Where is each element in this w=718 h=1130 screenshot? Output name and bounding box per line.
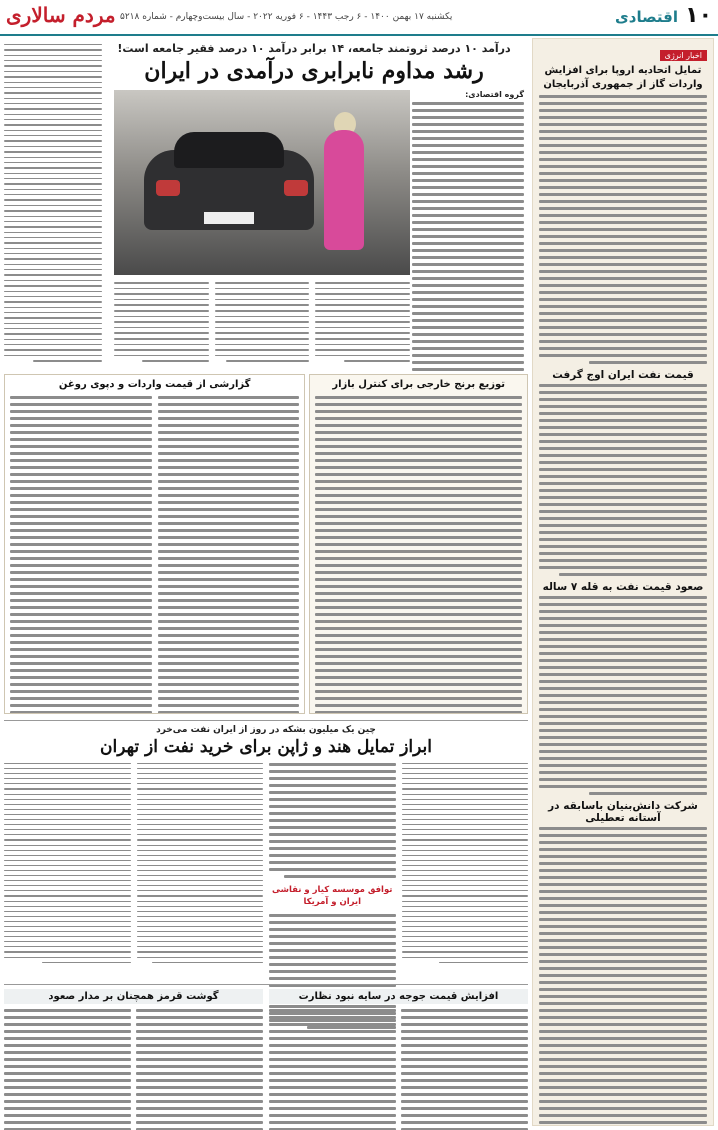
lead-column-right	[412, 90, 524, 360]
story2-headline: ابراز تمایل هند و ژاپن برای خرید نفت از تهران	[99, 737, 432, 757]
sidebar-body-2	[539, 384, 707, 576]
car-plate	[204, 212, 254, 224]
car-taillight-right	[284, 180, 308, 196]
story2-inset	[269, 763, 396, 963]
lead-photo	[114, 90, 410, 275]
lead-column-left	[4, 44, 102, 362]
car-window	[174, 132, 284, 168]
lead-columns-bottom	[114, 282, 410, 362]
rice-box-title: توزیع برنج خارجی برای کنترل بازار	[332, 379, 505, 390]
masthead	[0, 0, 718, 36]
oil-report-title: گزارشی از قیمت واردات و دپوی روغن	[58, 379, 251, 390]
oil-buyers-story	[4, 720, 528, 978]
sidebar-subhead-iran-oil: قیمت نفت ایران اوج گرفت	[552, 369, 694, 381]
sidebar-body-4	[539, 827, 707, 1126]
person-figure	[324, 130, 364, 250]
sidebar-body-1	[539, 95, 707, 364]
car-taillight-left	[156, 180, 180, 196]
red-meat-title: گوشت قرمز همچنان بر مدار صعود	[4, 989, 263, 1004]
chick-price-title: افزایش قیمت جوجه در سایه نبود نظارت	[269, 989, 528, 1004]
sidebar-body-3	[539, 596, 707, 795]
bottom-stories	[4, 984, 528, 1130]
sidebar-headline: تمایل اتحادیه اروپا برای افزایش واردات گاز از جمهوری آذربایجان	[543, 65, 703, 90]
date-line: یکشنبه ۱۷ بهمن ۱۴۰۰ - ۶ رجب ۱۴۴۳ - ۶ فوریه ۲۰۲۲ - سال بیست‌وچهارم - شماره ۵۲۱۸	[120, 12, 453, 22]
lead-story	[4, 38, 528, 368]
sidebar-subhead-oil-peak: صعود قیمت نفت به قله ۷ ساله	[542, 581, 704, 593]
lead-headline: رشد مداوم نابرابری درآمدی در ایران	[144, 58, 484, 84]
sidebar-subhead-knowledge-company: شرکت دانش‌بنیان باسابقه در آستانه تعطیلی	[548, 800, 698, 824]
section-name: اقتصادی	[615, 8, 678, 26]
news-boxes	[4, 374, 528, 714]
story2-inset-title: توافق موسسه کیار و نقاشی ایران و آمریکا	[272, 885, 393, 907]
energy-news-sidebar	[532, 38, 714, 1126]
red-meat-story	[4, 989, 263, 1130]
oil-import-report-box	[4, 374, 305, 714]
page-number: ۱۰	[685, 3, 712, 28]
lead-kicker: درآمد ۱۰ درصد ثروتمند جامعه، ۱۴ برابر درآمد ۱۰ درصد فقیر جامعه است!	[117, 42, 511, 55]
sidebar-kicker: اخبار انرژی	[660, 50, 707, 61]
chick-price-story	[269, 989, 528, 1130]
lead-byline: گروه اقتصادی:	[465, 90, 524, 99]
story2-kicker: چین یک میلیون بشکه در روز از ایران نفت می‌خرد	[156, 725, 376, 735]
newspaper-logo: مردم سالاری	[6, 3, 116, 27]
rice-distribution-box	[309, 374, 528, 714]
